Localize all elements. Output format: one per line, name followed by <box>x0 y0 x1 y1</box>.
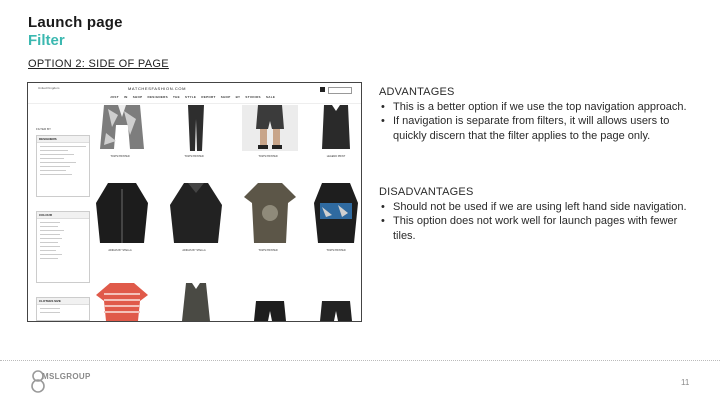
logo-text: MSLGROUP <box>42 372 91 381</box>
screenshot-brand: MATCHESFASHION.COM <box>128 86 187 91</box>
screenshot-country: United Kingdom <box>38 86 60 90</box>
screenshot-filter-colour <box>36 211 90 283</box>
product-tile-leggings <box>168 105 224 151</box>
product-tile-striped-tee <box>94 283 150 321</box>
disadvantages-heading: DISADVANTAGES <box>379 186 474 198</box>
product-tile-tshirt-olive <box>242 183 298 245</box>
screenshot-search-box <box>328 87 352 94</box>
screenshot-filter-label: FILTER BY <box>36 127 51 131</box>
website-screenshot: United Kingdom MATCHESFASHION.COM JUST IN SHOP DESIGNERS THE STYLE REPORT SHOP BY STUDIOS SALE FILTER BY DESIGNERS COLOUR CLOTHES SIZE TOM'S PRINTED TOM'S PRINTED TOM'S PRINTED LEGEND PRINT ADIDAS BY STELLA ADIDAS BY STELLA TOM'S PRINTED TOM'S PRINTED <box>27 82 362 322</box>
screenshot-filter-designers <box>36 135 90 197</box>
disadvantage-item: • Should not be used if we are using left hand side navigation. <box>379 200 699 215</box>
product-tile-black-jacket <box>94 183 150 245</box>
product-tile-tank <box>168 283 224 321</box>
screenshot-sidebar <box>32 105 88 319</box>
product-tile-black-hoodie <box>168 183 224 245</box>
advantages-section <box>379 85 699 143</box>
product-tile-shorts <box>242 301 298 321</box>
advantages-heading: ADVANTAGES <box>379 86 455 98</box>
screenshot-bag-icon <box>320 87 325 92</box>
screenshot-header <box>28 83 361 104</box>
advantage-item: • This is a better option if we use the top navigation approach. <box>379 100 699 115</box>
advantage-item: • If navigation is separate from filters, it will allows users to quickly discern that the filter applies to the page only. <box>379 114 699 143</box>
screenshot-nav: JUST IN SHOP DESIGNERS THE STYLE REPORT SHOP BY STUDIOS SALE <box>110 95 276 99</box>
product-tile-vest <box>316 105 356 151</box>
slide-title: Launch page <box>28 14 123 31</box>
product-tile-shorts-2 <box>316 301 356 321</box>
disadvantage-item: • This option does not work well for launch pages with fewer tiles. <box>379 214 699 243</box>
screenshot-filter-head: DESIGNERS <box>37 136 89 143</box>
option-heading: OPTION 2: SIDE OF PAGE <box>28 58 169 70</box>
disadvantages-section <box>379 185 699 243</box>
page-number: 11 <box>681 378 690 387</box>
product-tile-print-jacket <box>312 183 360 245</box>
screenshot-filter-head: CLOTHES SIZE <box>37 298 89 305</box>
slide-subtitle: Filter <box>28 32 65 49</box>
product-tile-jacket-camo <box>94 105 150 151</box>
screenshot-filter-size <box>36 297 90 321</box>
screenshot-filter-head: COLOUR <box>37 212 89 219</box>
footer-divider <box>0 360 720 361</box>
product-tile-shorts-photo <box>242 105 298 151</box>
